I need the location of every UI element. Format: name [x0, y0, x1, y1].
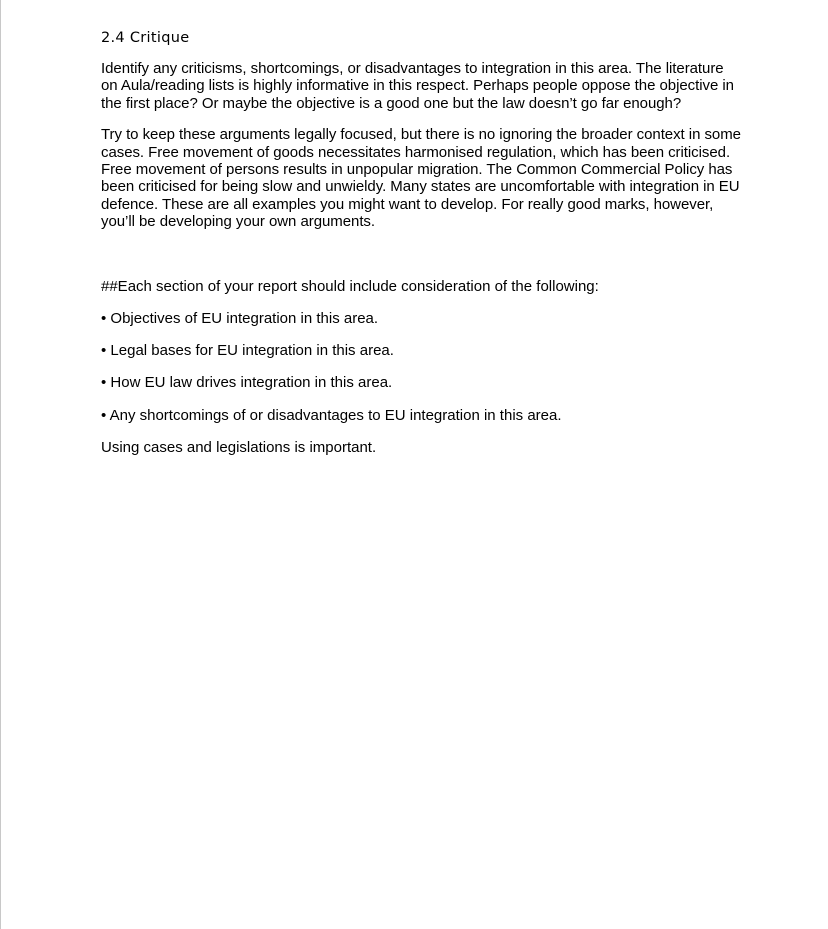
requirements-intro: ##Each section of your report should include consideration of the following: [101, 277, 599, 295]
critique-paragraph-1: Identify any criticisms, shortcomings, or disadvantages to integration in this area. The literature on Aula/reading lists is highly informative in this respect. Perhaps people oppose the objective in the first place? Or maybe the objective is a good one but the law doesn’t go far enough? [101, 60, 734, 112]
list-item-law-drives: • How EU law drives integration in this area. [101, 374, 393, 392]
document-page [101, 29, 741, 456]
list-item-legal-bases: • Legal bases for EU integration in this area. [101, 342, 394, 360]
requirements-list [101, 310, 741, 424]
closing-note: Using cases and legislations is important. [101, 438, 377, 456]
list-item-objectives: • Objectives of EU integration in this area. [101, 310, 379, 328]
list-item-shortcomings: • Any shortcomings of or disadvantages to EU integration in this area. [101, 406, 562, 424]
critique-paragraph-2: Try to keep these arguments legally focused, but there is no ignoring the broader context in some cases. Free movement of goods necessitates harmonised regulation, which has been criticised. Free movement of persons results in unpopular migration. The Common Commercial Policy has been criticised for being slow and unwieldy. Many states are uncomfortable with integration in EU defence. These are all examples you might want to develop. For really good marks, however, you’ll be developing your own arguments. [101, 126, 741, 231]
page-left-border [0, 0, 1, 929]
section-heading: 2.4 Critique [101, 30, 190, 46]
